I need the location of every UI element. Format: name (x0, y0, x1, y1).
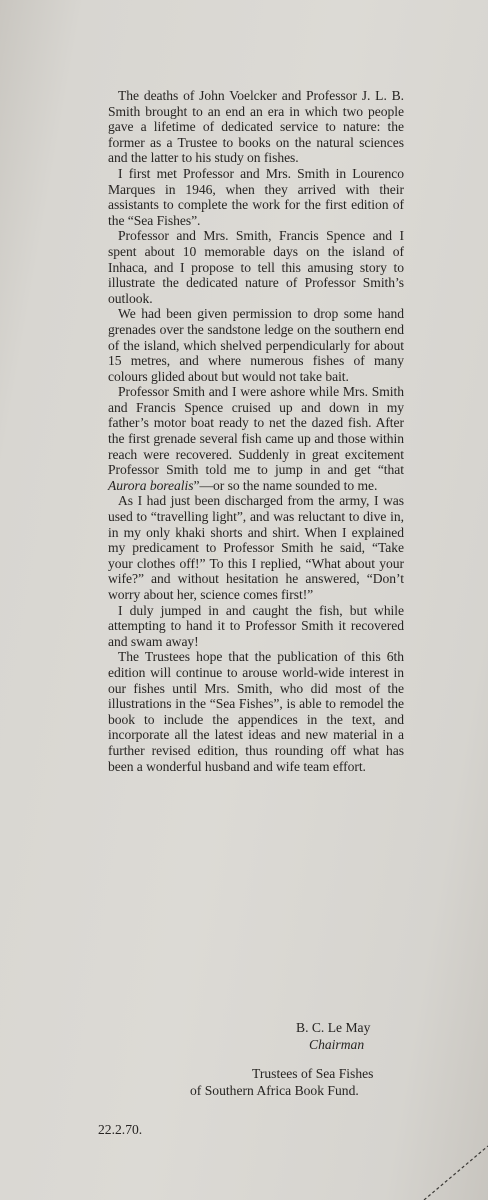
paragraph-5-italic-name: Aurora borealis (108, 477, 194, 493)
organisation-line-2: of Southern Africa Book Fund. (190, 1083, 359, 1098)
paragraph-5-text-before: Professor Smith and I were ashore while Mrs. Smith and Francis Spence cruised up and down in my father’s motor boat ready to net the dazed fish. After the first grenade several fish came up and those within reach were recovered. Suddenly in great excitement Professor Smith told me to jump in and get “that (108, 384, 404, 478)
signatory-title: Chairman (309, 1037, 365, 1052)
signatory-name: B. C. Le May (296, 1020, 371, 1035)
paragraph-1: The deaths of John Voelcker and Professor J. L. B. Smith brought to an end an era in which two people gave a lifetime of dedicated service to nature: the former as a Trustee to books on the natural sciences and the latter to his study on fishes. (108, 88, 404, 166)
organisation-line-1: Trustees of Sea Fishes (252, 1066, 374, 1081)
paragraph-8: The Trustees hope that the publication of this 6th edition will continue to arouse world-wide interest in our fishes until Mrs. Smith, who did most of the illustrations in the “Sea Fishes”, is able to remodel the book to include the appendices in the text, and incorporate all the latest ideas and new material in a further revised edition, thus rounding off what has been a wonderful husband and wife team effort. (108, 649, 404, 774)
paragraph-5-text-after: ”—or so the name sounded to me. (193, 477, 378, 493)
paragraph-4: We had been given permission to drop some hand grenades over the sandstone ledge on the southern end of the island, which shelved perpendicularly for about 15 metres, and where numerous fishes of many colours glided about but would not take bait. (108, 306, 404, 384)
paragraph-3: Professor and Mrs. Smith, Francis Spence and I spent about 10 memorable days on the island of Inhaca, and I propose to tell this amusing story to illustrate the dedicated nature of Professor Smith’s outlook. (108, 228, 404, 306)
paragraph-7: I duly jumped in and caught the fish, but while attempting to hand it to Professor Smith it recovered and swam away! (108, 602, 404, 649)
paragraph-6: As I had just been discharged from the army, I was used to “travelling light”, and was reluctant to dive in, in my only khaki shorts and shirt. When I explained my predicament to Professor Smith he said, “Take your clothes off!” To this I replied, “What about your wife?” and without hesitation he answered, “Don’t worry about her, science comes first!” (108, 493, 404, 602)
paragraph-2: I first met Professor and Mrs. Smith in Lourenco Marques in 1946, when they arrived with their assistants to complete the work for the first edition of the “Sea Fishes”. (108, 165, 404, 228)
letter-date: 22.2.70. (98, 1122, 143, 1137)
